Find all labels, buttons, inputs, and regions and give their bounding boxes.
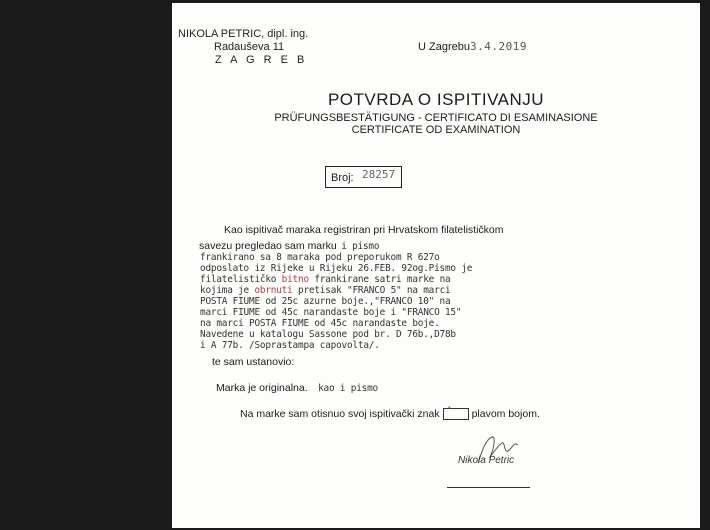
findings-result xyxy=(216,378,378,396)
stamp-note-before: Na marke sam otisnuo svoj ispitivački znak xyxy=(240,408,440,420)
typed-line-4 xyxy=(200,285,450,296)
typed-line-9: i A 77b. /Soprastampa capovolta/. xyxy=(200,340,380,351)
typed-word-obrnuti: obrnuti xyxy=(254,285,293,296)
page-title: POTVRDA O ISPITIVANJU xyxy=(327,90,545,109)
typed-line-4-a: kojima je xyxy=(200,285,255,296)
certificate-number-label: Broj: xyxy=(331,172,354,184)
certificate-number: 28257 xyxy=(362,168,396,181)
place-date xyxy=(418,40,527,53)
intro-line-2-text: savezu pregledao sam marku xyxy=(199,240,337,252)
subtitle-en: CERTIFICATE OD EXAMINATION xyxy=(351,124,521,136)
intro-line-1: Kao ispitivač maraka registriran pri Hrvatskom filatelističkom xyxy=(224,224,504,236)
typed-line-8: Navedene u katalogu Sassone pod br. D 76b.,D78b xyxy=(200,329,456,340)
subtitle-de-it: PRÜFUNGSBESTÄTIGUNG - CERTIFICATO DI ESAMINASIONE xyxy=(274,112,598,124)
findings-result-text: Marka je originalna. xyxy=(216,382,308,394)
findings-label: te sam ustanovio: xyxy=(212,356,295,368)
issuer-street: Radauševa 11 xyxy=(214,41,285,53)
typed-word-bitno: bitno xyxy=(281,274,309,285)
stamp-mark-box xyxy=(443,405,469,420)
issuer-city: Z A G R E B xyxy=(215,54,308,66)
issuer-name: NIKOLA PETRIC, dipl. ing. xyxy=(178,28,309,40)
certificate-page xyxy=(172,3,700,528)
signature-name: Nikola Petric xyxy=(458,455,515,466)
signature-line xyxy=(447,487,530,488)
typed-line-6: marci FIUME od 45c narandaste boje i "FRANCO 15" xyxy=(200,307,462,318)
typed-line-3-b: frankirane satri marke na xyxy=(308,274,451,285)
typed-line-3 xyxy=(200,274,450,285)
certificate-number-box xyxy=(325,166,402,188)
typed-line-3-a: filatelističko xyxy=(200,274,282,285)
stamp-note xyxy=(240,405,540,420)
intro-typed-continuation: i pismo xyxy=(341,241,380,252)
stamp-mark: * xyxy=(447,405,451,415)
date-value: 3.4.2019 xyxy=(469,40,527,53)
findings-result-typed: kao i pismo xyxy=(318,383,378,394)
typed-line-1: frankirano sa 8 maraka pod preporukom R 627o xyxy=(200,252,440,263)
typed-line-2: odposlato iz Rijeke u Rijeku 26.FEB. 92og.Pismo je xyxy=(200,263,473,274)
place-label: U Zagrebu xyxy=(418,41,470,53)
typed-line-4-b: pretisak "FRANCO 5" na marci xyxy=(292,285,451,296)
typed-line-7: na marci POSTA FIUME od 45c narandaste boje. xyxy=(200,318,440,329)
typed-line-5: POSTA FIUME od 25c azurne boje.,"FRANCO 10" na xyxy=(200,296,451,307)
stamp-note-after: plavom bojom. xyxy=(471,408,540,420)
